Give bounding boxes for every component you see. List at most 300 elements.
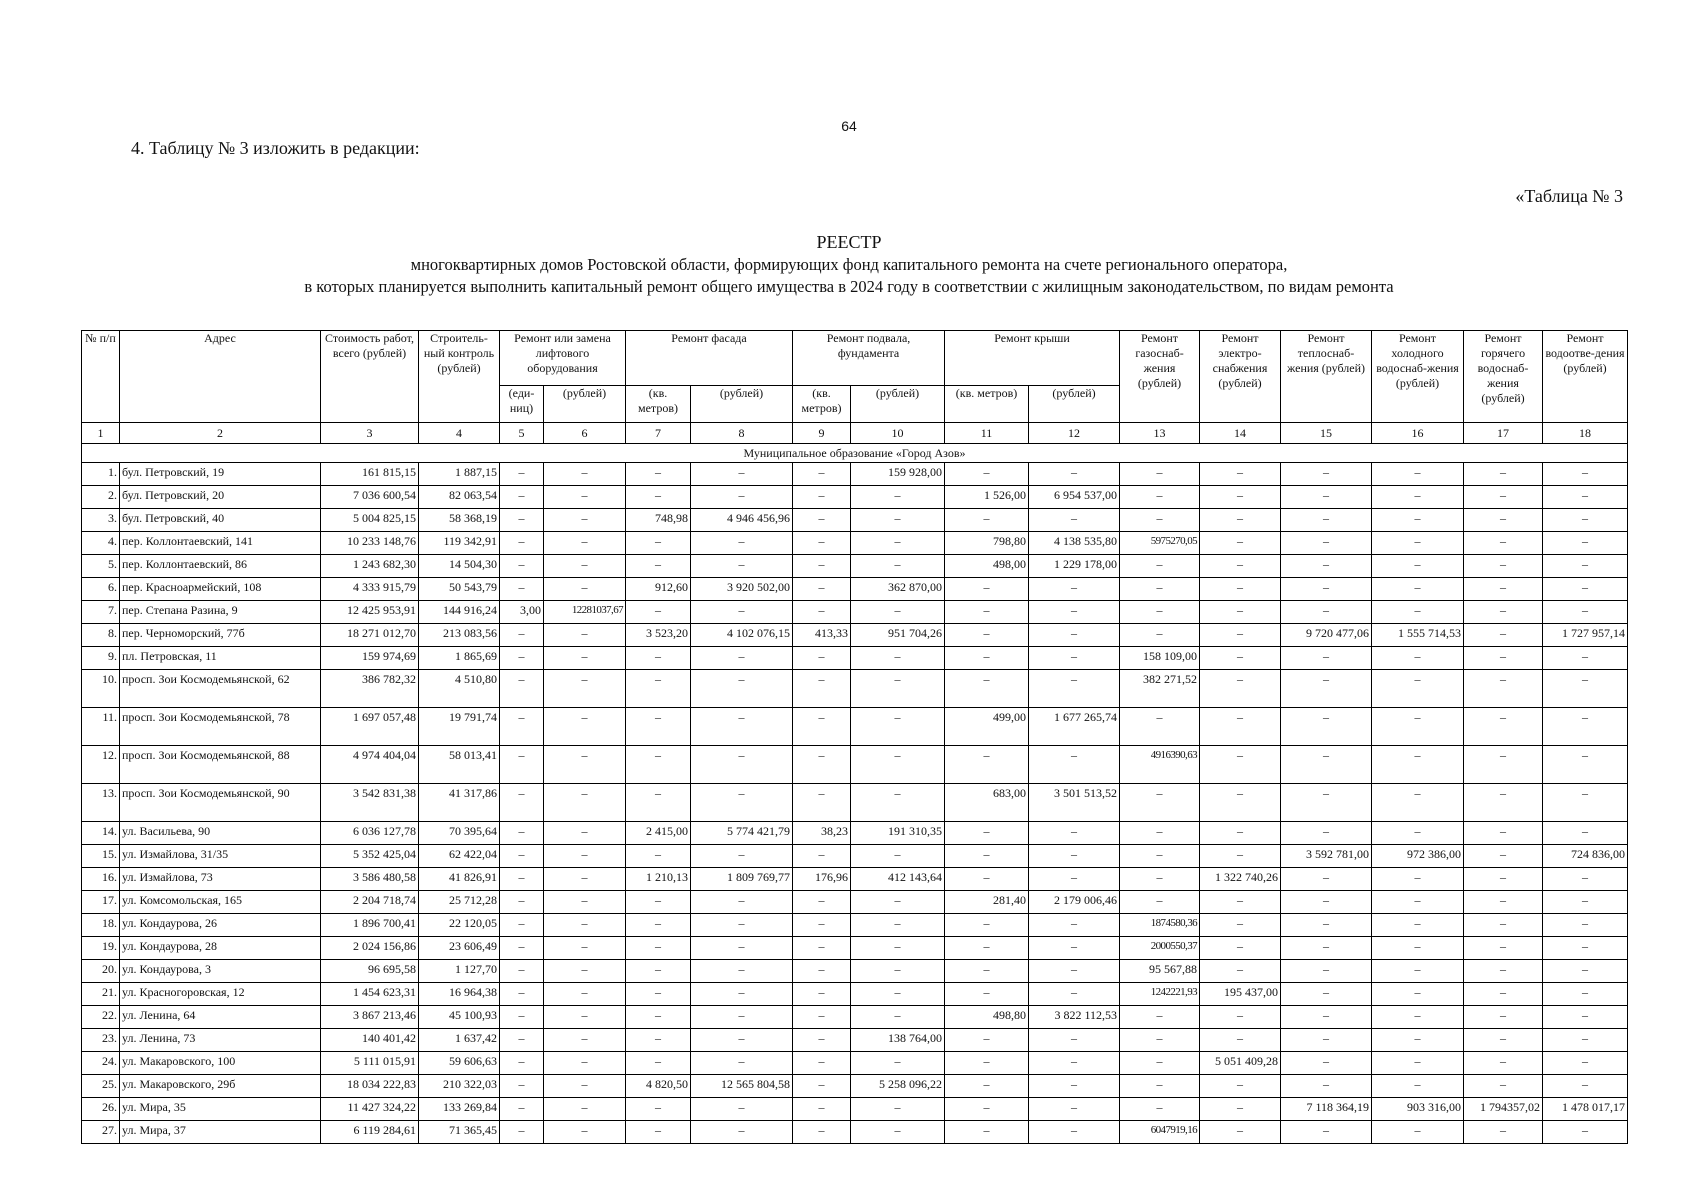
row-index: 19. [82, 937, 120, 960]
table-cell: – [1372, 647, 1464, 670]
table-cell: 138 764,00 [851, 1029, 945, 1052]
table-cell: – [1200, 509, 1281, 532]
table-cell: – [1464, 532, 1543, 555]
table-cell: 5 051 409,28 [1200, 1052, 1281, 1075]
table-cell: – [1120, 1029, 1200, 1052]
table-cell: – [1200, 784, 1281, 822]
table-cell: – [851, 914, 945, 937]
table-cell: – [1543, 937, 1628, 960]
table-cell: – [945, 1121, 1029, 1144]
table-cell: – [1464, 486, 1543, 509]
table-cell: – [1200, 532, 1281, 555]
row-address: ул. Измайлова, 31/35 [120, 845, 321, 868]
table-cell: – [500, 670, 544, 708]
table-row [82, 670, 1628, 708]
table-cell: – [1464, 891, 1543, 914]
table-cell: – [1464, 578, 1543, 601]
row-address: пер. Черноморский, 77б [120, 624, 321, 647]
table-cell: – [793, 891, 851, 914]
table-cell: – [793, 555, 851, 578]
table-cell: – [500, 532, 544, 555]
table-cell: – [945, 914, 1029, 937]
table-cell: 3 586 480,58 [321, 868, 419, 891]
table-cell: 6 954 537,00 [1029, 486, 1120, 509]
table-cell: – [1200, 670, 1281, 708]
table-cell: – [544, 624, 626, 647]
table-cell: – [1372, 578, 1464, 601]
table-cell: – [544, 845, 626, 868]
table-cell: 62 422,04 [419, 845, 500, 868]
table-cell: – [691, 647, 793, 670]
column-number: 7 [626, 423, 691, 444]
table-cell: – [691, 914, 793, 937]
table-cell: – [500, 960, 544, 983]
table-row [82, 1075, 1628, 1098]
table-row [82, 845, 1628, 868]
table-cell: 5 352 425,04 [321, 845, 419, 868]
registry-body [82, 423, 1628, 1144]
row-index: 4. [82, 532, 120, 555]
table-cell: – [626, 601, 691, 624]
table-cell: – [544, 983, 626, 1006]
table-cell: – [500, 1121, 544, 1144]
table-cell: – [851, 746, 945, 784]
table-cell: – [626, 1121, 691, 1144]
table-cell: – [1543, 891, 1628, 914]
row-index: 26. [82, 1098, 120, 1121]
table-cell: – [544, 914, 626, 937]
table-cell: – [1543, 708, 1628, 746]
table-cell: – [793, 1029, 851, 1052]
table-cell: 2 415,00 [626, 822, 691, 845]
table-cell: 1 887,15 [419, 463, 500, 486]
table-row [82, 1052, 1628, 1075]
table-cell: – [544, 937, 626, 960]
table-cell: – [500, 647, 544, 670]
table-row [82, 784, 1628, 822]
table-cell: – [1464, 914, 1543, 937]
table-cell: – [691, 891, 793, 914]
header-control: Строитель-ный контроль (рублей) [419, 331, 500, 423]
municipality-row [82, 444, 1628, 463]
table-cell: – [691, 746, 793, 784]
table-cell: 1242221,93 [1120, 983, 1200, 1006]
table-cell: – [1029, 1098, 1120, 1121]
table-cell: – [1200, 1098, 1281, 1121]
row-address: ул. Кондаурова, 26 [120, 914, 321, 937]
table-cell: 4916390,63 [1120, 746, 1200, 784]
row-index: 15. [82, 845, 120, 868]
table-cell: – [1464, 845, 1543, 868]
header-facade-sqm: (кв. метров) [626, 386, 691, 423]
table-cell: – [945, 1029, 1029, 1052]
table-cell: – [1464, 937, 1543, 960]
table-cell: – [1029, 1121, 1120, 1144]
document-subtitle-line-2: в которых планируется выполнить капитальный ремонт общего имущества в 2024 году в соответствии с жилищным законодательством, по видам ремонта [304, 277, 1394, 296]
municipality-label: Муниципальное образование «Город Азов» [82, 444, 1628, 463]
table-cell: – [544, 822, 626, 845]
table-cell: – [1281, 983, 1372, 1006]
table-cell: 82 063,54 [419, 486, 500, 509]
table-cell: 3,00 [500, 601, 544, 624]
table-cell: 5 111 015,91 [321, 1052, 419, 1075]
table-row [82, 891, 1628, 914]
table-cell: – [851, 486, 945, 509]
row-index: 14. [82, 822, 120, 845]
table-cell: 71 365,45 [419, 1121, 500, 1144]
column-number: 9 [793, 423, 851, 444]
header-gas: Ремонт газоснаб-жения (рублей) [1120, 331, 1200, 423]
table-cell: – [1281, 670, 1372, 708]
table-cell: – [626, 555, 691, 578]
table-cell: 25 712,28 [419, 891, 500, 914]
table-cell: – [1543, 555, 1628, 578]
table-cell: – [500, 845, 544, 868]
row-index: 27. [82, 1121, 120, 1144]
table-cell: 7 118 364,19 [1281, 1098, 1372, 1121]
table-cell: 1 526,00 [945, 486, 1029, 509]
row-index: 21. [82, 983, 120, 1006]
table-cell: – [1464, 509, 1543, 532]
table-cell: – [1200, 1121, 1281, 1144]
table-cell: – [691, 555, 793, 578]
table-cell: – [626, 746, 691, 784]
table-cell: – [1372, 1075, 1464, 1098]
column-number: 2 [120, 423, 321, 444]
table-cell: 499,00 [945, 708, 1029, 746]
table-cell: – [1543, 670, 1628, 708]
table-cell: – [1464, 1006, 1543, 1029]
table-cell: – [945, 601, 1029, 624]
table-cell: 7 036 600,54 [321, 486, 419, 509]
table-cell: 683,00 [945, 784, 1029, 822]
table-cell: – [500, 578, 544, 601]
table-cell: – [1281, 532, 1372, 555]
table-cell: – [1464, 463, 1543, 486]
table-cell: – [945, 1052, 1029, 1075]
table-cell: 70 395,64 [419, 822, 500, 845]
table-cell: 2000550,37 [1120, 937, 1200, 960]
row-address: бул. Петровский, 40 [120, 509, 321, 532]
table-cell: – [793, 486, 851, 509]
table-row [82, 555, 1628, 578]
table-cell: – [1464, 647, 1543, 670]
row-address: ул. Кондаурова, 28 [120, 937, 321, 960]
table-cell: 4 946 456,96 [691, 509, 793, 532]
table-cell: 498,80 [945, 1006, 1029, 1029]
row-index: 7. [82, 601, 120, 624]
table-cell: – [851, 509, 945, 532]
table-cell: 362 870,00 [851, 578, 945, 601]
table-row [82, 601, 1628, 624]
table-cell: – [1029, 1029, 1120, 1052]
row-index: 11. [82, 708, 120, 746]
table-cell: – [1372, 532, 1464, 555]
table-cell: 5 258 096,22 [851, 1075, 945, 1098]
table-cell: – [500, 486, 544, 509]
table-cell: – [1543, 784, 1628, 822]
column-number-row [82, 423, 1628, 444]
table-cell: 59 606,63 [419, 1052, 500, 1075]
table-cell: – [1120, 891, 1200, 914]
table-cell: – [544, 960, 626, 983]
table-cell: 176,96 [793, 868, 851, 891]
table-cell: 119 342,91 [419, 532, 500, 555]
table-cell: 498,00 [945, 555, 1029, 578]
table-cell: – [1281, 486, 1372, 509]
table-cell: – [1029, 983, 1120, 1006]
table-cell: 724 836,00 [1543, 845, 1628, 868]
table-cell: 10 233 148,76 [321, 532, 419, 555]
table-cell: – [626, 960, 691, 983]
document-subtitle-line-1: многоквартирных домов Ростовской области, формирующих фонд капитального ремонта на счете регионального оператора, [410, 255, 1288, 274]
table-row [82, 983, 1628, 1006]
row-index: 24. [82, 1052, 120, 1075]
table-cell: 1874580,36 [1120, 914, 1200, 937]
table-cell: – [1281, 509, 1372, 532]
row-index: 20. [82, 960, 120, 983]
table-cell: – [851, 708, 945, 746]
table-cell: – [1029, 463, 1120, 486]
table-cell: – [1543, 578, 1628, 601]
row-index: 5. [82, 555, 120, 578]
table-cell: 3 592 781,00 [1281, 845, 1372, 868]
header-basement-rub: (рублей) [851, 386, 945, 423]
table-cell: – [1200, 937, 1281, 960]
table-cell: – [544, 1006, 626, 1029]
table-cell: – [945, 1098, 1029, 1121]
table-cell: – [544, 868, 626, 891]
table-cell: – [1464, 868, 1543, 891]
table-cell: 6047919,16 [1120, 1121, 1200, 1144]
table-cell: – [945, 960, 1029, 983]
table-cell: – [1372, 708, 1464, 746]
table-cell: 45 100,93 [419, 1006, 500, 1029]
table-cell: 748,98 [626, 509, 691, 532]
table-cell: 4 138 535,80 [1029, 532, 1120, 555]
table-cell: – [500, 937, 544, 960]
table-cell: – [1281, 937, 1372, 960]
table-cell: – [1372, 1121, 1464, 1144]
table-cell: – [1200, 960, 1281, 983]
table-cell: – [626, 784, 691, 822]
table-cell: – [544, 486, 626, 509]
table-cell: 144 916,24 [419, 601, 500, 624]
column-number: 3 [321, 423, 419, 444]
table-cell: – [544, 1029, 626, 1052]
table-cell: – [1543, 1029, 1628, 1052]
table-cell: – [851, 983, 945, 1006]
registry-table [81, 330, 1628, 1144]
table-cell: – [544, 647, 626, 670]
table-cell: – [626, 532, 691, 555]
table-cell: – [544, 891, 626, 914]
table-cell: 18 034 222,83 [321, 1075, 419, 1098]
header-basement-sqm: (кв. метров) [793, 386, 851, 423]
table-cell: 159 974,69 [321, 647, 419, 670]
table-cell: – [500, 708, 544, 746]
row-address: ул. Ленина, 64 [120, 1006, 321, 1029]
table-cell: – [1120, 486, 1200, 509]
header-lift: Ремонт или замена лифтового оборудования [500, 331, 626, 386]
row-address: пер. Степана Разина, 9 [120, 601, 321, 624]
table-cell: 2 024 156,86 [321, 937, 419, 960]
table-cell: – [691, 601, 793, 624]
table-cell: – [851, 1121, 945, 1144]
table-cell: – [793, 845, 851, 868]
table-cell: – [1200, 463, 1281, 486]
table-cell: – [851, 845, 945, 868]
page-number: 64 [841, 118, 857, 134]
table-cell: – [1281, 822, 1372, 845]
table-cell: 1 794357,02 [1464, 1098, 1543, 1121]
table-cell: – [1120, 463, 1200, 486]
column-number: 12 [1029, 423, 1120, 444]
table-cell: – [1281, 647, 1372, 670]
header-address: Адрес [120, 331, 321, 423]
table-cell: – [1200, 486, 1281, 509]
table-cell: – [851, 601, 945, 624]
row-address: ул. Измайлова, 73 [120, 868, 321, 891]
table-cell: – [1029, 937, 1120, 960]
table-cell: – [945, 624, 1029, 647]
table-cell: 3 867 213,46 [321, 1006, 419, 1029]
table-cell: – [1372, 891, 1464, 914]
table-cell: – [1120, 601, 1200, 624]
row-address: ул. Мира, 35 [120, 1098, 321, 1121]
table-cell: – [1464, 555, 1543, 578]
table-cell: 1 637,42 [419, 1029, 500, 1052]
header-roof: Ремонт крыши [945, 331, 1120, 386]
table-cell: – [1200, 708, 1281, 746]
table-cell: – [544, 578, 626, 601]
row-index: 22. [82, 1006, 120, 1029]
table-cell: 38,23 [793, 822, 851, 845]
table-cell: – [793, 746, 851, 784]
table-cell: – [691, 532, 793, 555]
table-cell: 1 454 623,31 [321, 983, 419, 1006]
table-cell: – [500, 624, 544, 647]
table-cell: – [1029, 670, 1120, 708]
table-cell: – [1200, 746, 1281, 784]
table-cell: 1 478 017,17 [1543, 1098, 1628, 1121]
table-cell: 23 606,49 [419, 937, 500, 960]
table-cell: – [691, 1121, 793, 1144]
table-cell: – [1200, 1029, 1281, 1052]
table-cell: – [1029, 624, 1120, 647]
table-cell: – [1372, 1006, 1464, 1029]
column-number: 14 [1200, 423, 1281, 444]
table-cell: – [1120, 1006, 1200, 1029]
table-cell: – [851, 784, 945, 822]
table-cell: 12 425 953,91 [321, 601, 419, 624]
row-address: просп. Зои Космодемьянской, 62 [120, 670, 321, 708]
table-cell: – [945, 578, 1029, 601]
table-cell: – [1372, 509, 1464, 532]
table-cell: – [1281, 784, 1372, 822]
table-cell: 1 555 714,53 [1372, 624, 1464, 647]
table-cell: – [544, 1098, 626, 1121]
table-cell: 133 269,84 [419, 1098, 500, 1121]
table-cell: – [1120, 1052, 1200, 1075]
table-cell: – [1120, 784, 1200, 822]
table-cell: 798,80 [945, 532, 1029, 555]
table-cell: – [1200, 822, 1281, 845]
table-cell: – [1464, 746, 1543, 784]
table-cell: 210 322,03 [419, 1075, 500, 1098]
table-cell: – [1372, 784, 1464, 822]
table-cell: – [793, 509, 851, 532]
table-cell: – [626, 914, 691, 937]
table-cell: – [1372, 960, 1464, 983]
table-cell: – [1281, 914, 1372, 937]
table-cell: – [1120, 624, 1200, 647]
table-cell: – [1372, 937, 1464, 960]
table-cell: – [544, 708, 626, 746]
table-cell: – [626, 983, 691, 1006]
table-cell: 281,40 [945, 891, 1029, 914]
table-cell: – [1281, 1006, 1372, 1029]
table-cell: – [1543, 960, 1628, 983]
table-cell: – [1464, 1052, 1543, 1075]
table-cell: – [851, 1052, 945, 1075]
table-cell: – [1029, 914, 1120, 937]
table-cell: – [1029, 845, 1120, 868]
table-cell: – [500, 1006, 544, 1029]
table-cell: 4 820,50 [626, 1075, 691, 1098]
column-number: 11 [945, 423, 1029, 444]
column-number: 13 [1120, 423, 1200, 444]
table-cell: – [793, 1006, 851, 1029]
table-cell: – [544, 746, 626, 784]
table-cell: 4 333 915,79 [321, 578, 419, 601]
table-cell: – [626, 647, 691, 670]
row-address: просп. Зои Космодемьянской, 90 [120, 784, 321, 822]
table-cell: – [851, 555, 945, 578]
table-cell: – [626, 1029, 691, 1052]
table-cell: – [793, 983, 851, 1006]
table-row [82, 532, 1628, 555]
table-cell: – [1543, 1006, 1628, 1029]
table-cell: – [1372, 983, 1464, 1006]
table-cell: – [1120, 822, 1200, 845]
table-cell: – [544, 1052, 626, 1075]
table-cell: – [691, 1029, 793, 1052]
row-index: 1. [82, 463, 120, 486]
table-cell: – [1372, 463, 1464, 486]
table-cell: 191 310,35 [851, 822, 945, 845]
table-cell: 161 815,15 [321, 463, 419, 486]
table-cell: – [500, 1052, 544, 1075]
table-cell: – [500, 914, 544, 937]
table-cell: 412 143,64 [851, 868, 945, 891]
column-number: 5 [500, 423, 544, 444]
table-cell: 12 565 804,58 [691, 1075, 793, 1098]
table-cell: – [1200, 845, 1281, 868]
column-number: 18 [1543, 423, 1628, 444]
table-cell: – [1029, 578, 1120, 601]
table-cell: – [691, 960, 793, 983]
table-cell: – [793, 1052, 851, 1075]
table-cell: – [500, 1029, 544, 1052]
table-cell: – [500, 555, 544, 578]
table-cell: 1 865,69 [419, 647, 500, 670]
header-roof-rub: (рублей) [1029, 386, 1120, 423]
row-index: 23. [82, 1029, 120, 1052]
table-cell: 140 401,42 [321, 1029, 419, 1052]
table-cell: – [1372, 822, 1464, 845]
table-row [82, 578, 1628, 601]
